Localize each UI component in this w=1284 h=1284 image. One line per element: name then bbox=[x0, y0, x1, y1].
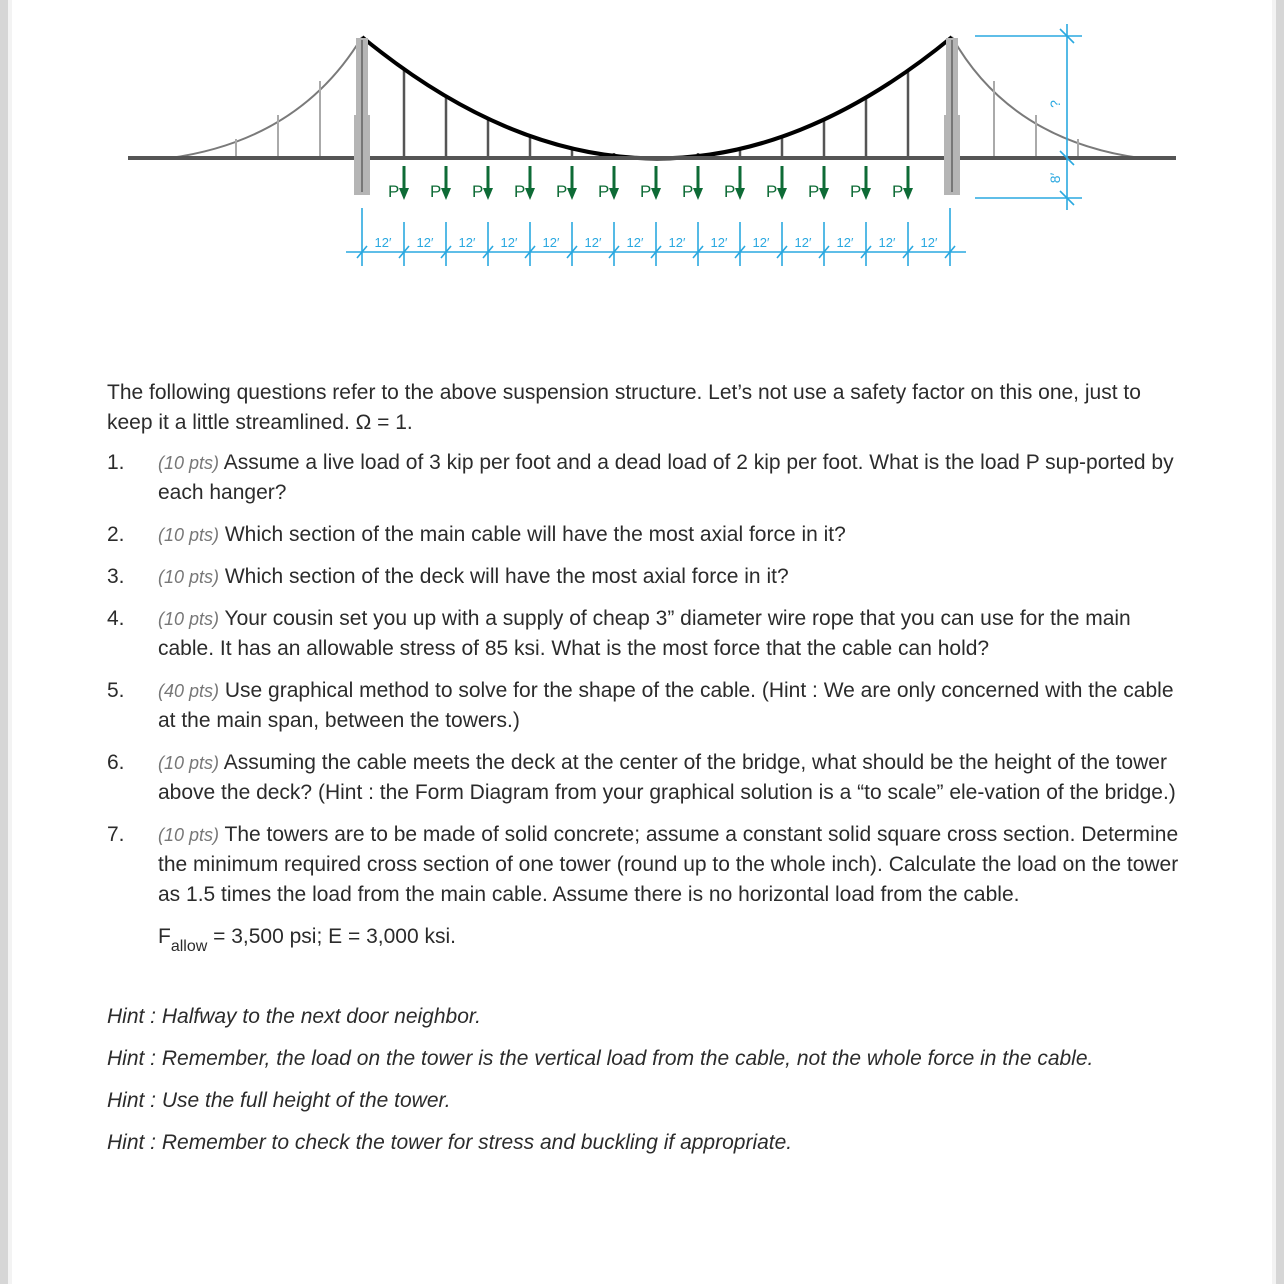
svg-text:P: P bbox=[430, 182, 442, 201]
span-dimension-label: 12′ bbox=[752, 235, 770, 250]
load-arrow bbox=[556, 166, 577, 201]
hint-line: Hint : Remember, the load on the tower is the vertical load from the cable, not the whole force in the cable. bbox=[107, 1047, 1094, 1070]
question-item bbox=[107, 604, 1187, 664]
span-dimension-label: 12′ bbox=[500, 235, 518, 250]
right-side-hangers bbox=[994, 81, 1078, 158]
load-arrow bbox=[766, 166, 787, 201]
load-arrow bbox=[598, 166, 619, 201]
question-number: 3. bbox=[107, 565, 125, 588]
question-text: Assume a live load of 3 kip per foot and a dead load of 2 kip per foot. What is the load P sup-ported by each hanger? bbox=[158, 451, 1174, 504]
span-dimension-label: 12′ bbox=[668, 235, 686, 250]
hint-line: Hint : Remember to check the tower for stress and buckling if appropriate. bbox=[107, 1131, 793, 1154]
load-arrow bbox=[850, 166, 871, 201]
load-arrow bbox=[724, 166, 745, 201]
span-dimension-label: 12′ bbox=[920, 235, 938, 250]
question-number: 5. bbox=[107, 679, 125, 702]
span-dimension-label: 12′ bbox=[836, 235, 854, 250]
question-document bbox=[107, 378, 1187, 1170]
load-arrow bbox=[892, 166, 913, 201]
left-tower bbox=[354, 38, 370, 195]
question-text: Use graphical method to solve for the shape of the cable. (Hint : We are only concerned with the cable at the main span, between the towers.) bbox=[158, 679, 1174, 732]
left-side-cable bbox=[170, 37, 362, 158]
question-item bbox=[107, 520, 1187, 550]
svg-text:P: P bbox=[682, 182, 694, 201]
question-item bbox=[107, 448, 1187, 508]
f-allow-symbol: F bbox=[158, 925, 171, 948]
span-dimension-label: 12′ bbox=[710, 235, 728, 250]
question-list bbox=[107, 448, 1187, 910]
hanger-loads bbox=[388, 166, 913, 201]
right-side-cable bbox=[952, 37, 1140, 158]
question-number: 2. bbox=[107, 523, 125, 546]
span-dimension-label: 12′ bbox=[458, 235, 476, 250]
question-points: (10 pts) bbox=[158, 453, 220, 473]
span-dimension-label: 12′ bbox=[416, 235, 434, 250]
span-dimension-label: 12′ bbox=[626, 235, 644, 250]
question-points: (40 pts) bbox=[158, 681, 220, 701]
svg-text:P: P bbox=[640, 182, 652, 201]
load-arrow bbox=[682, 166, 703, 201]
question-item bbox=[107, 748, 1187, 808]
tower-below-deck-label: 8′ bbox=[1047, 172, 1063, 184]
question-item bbox=[107, 820, 1187, 910]
span-dimension-label: 12′ bbox=[794, 235, 812, 250]
svg-text:P: P bbox=[850, 182, 862, 201]
left-side-hangers bbox=[236, 81, 320, 158]
question-number: 1. bbox=[107, 451, 125, 474]
question-number: 6. bbox=[107, 751, 125, 774]
span-dimension-label: 12′ bbox=[878, 235, 896, 250]
svg-text:P: P bbox=[724, 182, 736, 201]
span-dimension-label: 12′ bbox=[374, 235, 392, 250]
hint-list bbox=[107, 1002, 1187, 1158]
svg-text:P: P bbox=[766, 182, 778, 201]
load-arrow bbox=[514, 166, 535, 201]
f-allow-subscript: allow bbox=[170, 938, 208, 955]
question-number: 4. bbox=[107, 607, 125, 630]
span-dimensions bbox=[346, 208, 966, 266]
span-dimension-label: 12′ bbox=[542, 235, 560, 250]
load-arrow bbox=[808, 166, 829, 201]
tower-height-label: ? bbox=[1047, 100, 1063, 108]
load-arrow bbox=[388, 166, 409, 201]
svg-text:P: P bbox=[472, 182, 484, 201]
question-text: The towers are to be made of solid concrete; assume a constant solid square cross section. Determine the minimum required cross section of one tower (round up to the whole inch). Calculate the load on the tower as 1.5 times the load from the main cable. Assume there is no horizontal load from the cable. bbox=[158, 823, 1179, 906]
tower-height-dimension bbox=[975, 24, 1082, 210]
question-text: Which section of the main cable will have the most axial force in it? bbox=[219, 523, 846, 546]
question-points: (10 pts) bbox=[158, 753, 220, 773]
svg-text:P: P bbox=[808, 182, 820, 201]
question-item bbox=[107, 562, 1187, 592]
svg-text:P: P bbox=[892, 182, 904, 201]
question-points: (10 pts) bbox=[158, 609, 220, 629]
intro-paragraph: The following questions refer to the above suspension structure. Let’s not use a safety factor on this one, just to keep it a little streamlined. Ω = 1. bbox=[107, 381, 1141, 434]
svg-text:P: P bbox=[556, 182, 568, 201]
svg-text:P: P bbox=[514, 182, 526, 201]
svg-text:P: P bbox=[598, 182, 610, 201]
load-arrow bbox=[640, 166, 661, 201]
span-dimension-label: 12′ bbox=[584, 235, 602, 250]
right-tower bbox=[944, 38, 960, 195]
question-text: Your cousin set you up with a supply of cheap 3” diameter wire rope that you can use for the main cable. It has an allowable stress of 85 ksi. What is the most force that the cable can hold? bbox=[158, 607, 1131, 660]
main-cable bbox=[362, 37, 952, 159]
hint-line: Hint : Use the full height of the tower. bbox=[107, 1089, 451, 1112]
question-number: 7. bbox=[107, 823, 125, 846]
question-item bbox=[107, 676, 1187, 736]
question-points: (10 pts) bbox=[158, 567, 220, 587]
hint-line: Hint : Halfway to the next door neighbor. bbox=[107, 1005, 481, 1028]
material-properties bbox=[107, 922, 1187, 962]
suspension-bridge-diagram bbox=[0, 0, 1284, 290]
svg-text:P: P bbox=[388, 182, 400, 201]
question-text: Which section of the deck will have the most axial force in it? bbox=[219, 565, 789, 588]
question-points: (10 pts) bbox=[158, 525, 220, 545]
question-points: (10 pts) bbox=[158, 825, 220, 845]
question-text: Assuming the cable meets the deck at the center of the bridge, what should be the height of the tower above the deck? (Hint : the Form Diagram from your graphical solution is a “to scale” ele-vation of the bridge.) bbox=[158, 751, 1176, 804]
load-arrow bbox=[430, 166, 451, 201]
load-arrow bbox=[472, 166, 493, 201]
material-values: = 3,500 psi; E = 3,000 ksi. bbox=[207, 925, 456, 948]
